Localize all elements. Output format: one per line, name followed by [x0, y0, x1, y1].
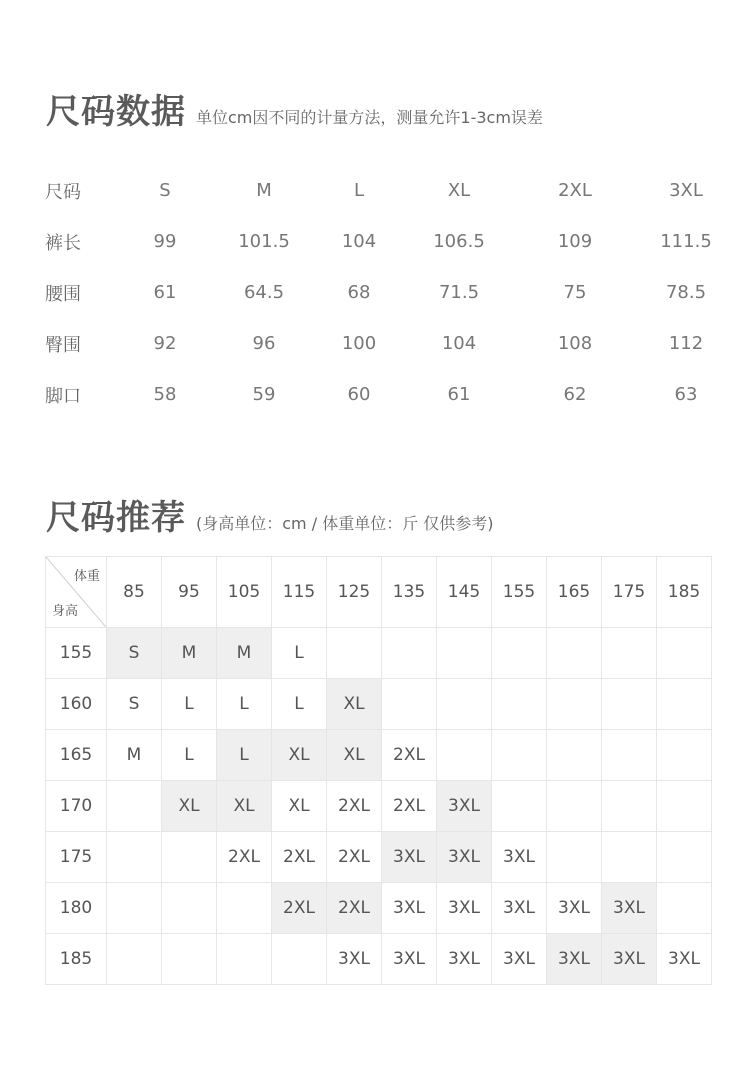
size-cell: S	[107, 679, 162, 730]
size-cell	[492, 679, 547, 730]
measure-value: 106.5	[433, 231, 485, 252]
size-cell	[492, 628, 547, 679]
measure-value: 63	[674, 384, 698, 405]
measure-label: 脚口	[45, 385, 81, 407]
size-cell	[602, 628, 657, 679]
measure-value: 68	[347, 282, 371, 303]
weight-header: 125	[327, 557, 382, 628]
measure-value: 112	[668, 333, 704, 354]
size-cell	[107, 934, 162, 985]
measure-value: 104	[341, 231, 377, 252]
measure-value: 61	[447, 384, 471, 405]
size-header-cell: 3XL	[669, 180, 703, 201]
size-cell	[657, 679, 712, 730]
height-header: 160	[46, 679, 107, 730]
size-recommend-table	[45, 556, 712, 985]
size-cell: L	[272, 628, 327, 679]
size-recommend-header	[46, 490, 494, 539]
corner-cell	[46, 557, 107, 628]
size-cell	[547, 832, 602, 883]
measure-value: 111.5	[660, 231, 712, 252]
size-cell: 2XL	[327, 781, 382, 832]
size-cell	[657, 730, 712, 781]
size-cell: L	[217, 679, 272, 730]
size-header-cell: XL	[447, 180, 471, 201]
weight-header: 145	[437, 557, 492, 628]
size-cell	[657, 832, 712, 883]
size-cell	[162, 934, 217, 985]
size-recommend-subtitle: (身高单位：cm / 体重单位：斤 仅供参考)	[196, 514, 494, 533]
size-cell	[602, 679, 657, 730]
size-cell	[437, 730, 492, 781]
size-cell: 3XL	[602, 883, 657, 934]
measure-value: 71.5	[438, 282, 480, 303]
size-recommend-title: 尺码推荐	[46, 498, 186, 538]
size-cell: XL	[272, 730, 327, 781]
size-cell	[602, 832, 657, 883]
measure-value: 62	[563, 384, 587, 405]
size-cell	[272, 934, 327, 985]
size-data-header	[46, 84, 543, 133]
measure-value: 59	[252, 384, 276, 405]
size-cell: 3XL	[492, 832, 547, 883]
size-cell: M	[217, 628, 272, 679]
size-cell	[547, 730, 602, 781]
size-cell: 2XL	[382, 781, 437, 832]
size-cell: 2XL	[217, 832, 272, 883]
size-cell	[657, 883, 712, 934]
measure-label: 裤长	[45, 232, 81, 254]
height-row	[46, 781, 712, 832]
size-cell: 3XL	[382, 934, 437, 985]
height-header: 185	[46, 934, 107, 985]
size-cell: 3XL	[437, 883, 492, 934]
size-cell: 2XL	[272, 832, 327, 883]
size-cell: 2XL	[327, 883, 382, 934]
size-cell: XL	[327, 730, 382, 781]
weight-header-row	[46, 557, 712, 628]
size-cell	[327, 628, 382, 679]
size-cell: 3XL	[327, 934, 382, 985]
size-cell	[107, 883, 162, 934]
size-data-row	[45, 216, 725, 267]
size-cell: XL	[327, 679, 382, 730]
weight-header: 165	[547, 557, 602, 628]
size-cell: 3XL	[437, 832, 492, 883]
size-cell	[657, 628, 712, 679]
size-cell: 3XL	[602, 934, 657, 985]
size-cell: L	[162, 730, 217, 781]
height-row	[46, 934, 712, 985]
height-row	[46, 628, 712, 679]
measure-value: 61	[153, 282, 177, 303]
size-cell	[382, 628, 437, 679]
size-header-cell: 2XL	[558, 180, 592, 201]
size-cell: S	[107, 628, 162, 679]
measure-label: 臀围	[45, 334, 81, 356]
size-cell	[492, 730, 547, 781]
size-cell: 2XL	[327, 832, 382, 883]
size-cell: 3XL	[547, 934, 602, 985]
size-cell: 3XL	[657, 934, 712, 985]
height-header: 175	[46, 832, 107, 883]
size-cell	[162, 832, 217, 883]
size-cell	[602, 781, 657, 832]
measure-value: 100	[341, 333, 377, 354]
size-cell: 2XL	[272, 883, 327, 934]
size-cell: 3XL	[492, 883, 547, 934]
size-cell	[547, 679, 602, 730]
measure-value: 58	[153, 384, 177, 405]
size-data-subtitle: 单位cm因不同的计量方法，测量允许1-3cm误差	[196, 108, 543, 127]
measure-value: 104	[441, 333, 477, 354]
weight-header: 175	[602, 557, 657, 628]
size-data-title: 尺码数据	[46, 92, 186, 132]
height-axis-label: 身高	[52, 604, 79, 619]
size-cell	[492, 781, 547, 832]
size-cell	[107, 832, 162, 883]
height-row	[46, 730, 712, 781]
weight-header: 85	[107, 557, 162, 628]
size-cell: 3XL	[382, 883, 437, 934]
size-cell: L	[272, 679, 327, 730]
size-header-cell: S	[159, 180, 171, 201]
size-cell	[657, 781, 712, 832]
size-cell	[437, 679, 492, 730]
size-cell: 3XL	[437, 781, 492, 832]
weight-header: 105	[217, 557, 272, 628]
size-cell	[217, 934, 272, 985]
size-data-row	[45, 318, 725, 369]
size-cell: 3XL	[492, 934, 547, 985]
weight-header: 185	[657, 557, 712, 628]
measure-value: 78.5	[665, 282, 707, 303]
size-cell: XL	[272, 781, 327, 832]
size-cell: 3XL	[437, 934, 492, 985]
size-cell	[107, 781, 162, 832]
weight-header: 135	[382, 557, 437, 628]
height-row	[46, 832, 712, 883]
size-cell: M	[162, 628, 217, 679]
size-header-cell: L	[353, 180, 365, 201]
size-header-label: 尺码	[45, 181, 81, 203]
measure-value: 60	[347, 384, 371, 405]
height-header: 180	[46, 883, 107, 934]
size-cell	[217, 883, 272, 934]
size-data-table	[45, 165, 725, 420]
size-header-row	[45, 165, 725, 216]
weight-axis-label: 体重	[73, 569, 100, 584]
weight-header: 95	[162, 557, 217, 628]
measure-value: 92	[153, 333, 177, 354]
size-header-cell: M	[256, 180, 272, 201]
measure-value: 101.5	[238, 231, 290, 252]
measure-value: 99	[153, 231, 177, 252]
size-cell: XL	[217, 781, 272, 832]
size-cell: 2XL	[382, 730, 437, 781]
size-cell	[382, 679, 437, 730]
size-cell: XL	[162, 781, 217, 832]
height-header: 170	[46, 781, 107, 832]
measure-value: 64.5	[243, 282, 285, 303]
measure-value: 109	[557, 231, 593, 252]
size-cell	[547, 781, 602, 832]
size-cell: L	[162, 679, 217, 730]
size-cell: 3XL	[547, 883, 602, 934]
height-row	[46, 679, 712, 730]
size-cell	[547, 628, 602, 679]
height-header: 155	[46, 628, 107, 679]
size-cell: M	[107, 730, 162, 781]
weight-header: 115	[272, 557, 327, 628]
measure-value: 75	[563, 282, 587, 303]
size-cell: L	[217, 730, 272, 781]
weight-header: 155	[492, 557, 547, 628]
size-cell: 3XL	[382, 832, 437, 883]
size-cell	[437, 628, 492, 679]
measure-value: 96	[252, 333, 276, 354]
height-header: 165	[46, 730, 107, 781]
size-data-row	[45, 267, 725, 318]
size-data-row	[45, 369, 725, 420]
measure-label: 腰围	[45, 283, 81, 305]
measure-value: 108	[557, 333, 593, 354]
size-cell	[602, 730, 657, 781]
height-row	[46, 883, 712, 934]
size-cell	[162, 883, 217, 934]
